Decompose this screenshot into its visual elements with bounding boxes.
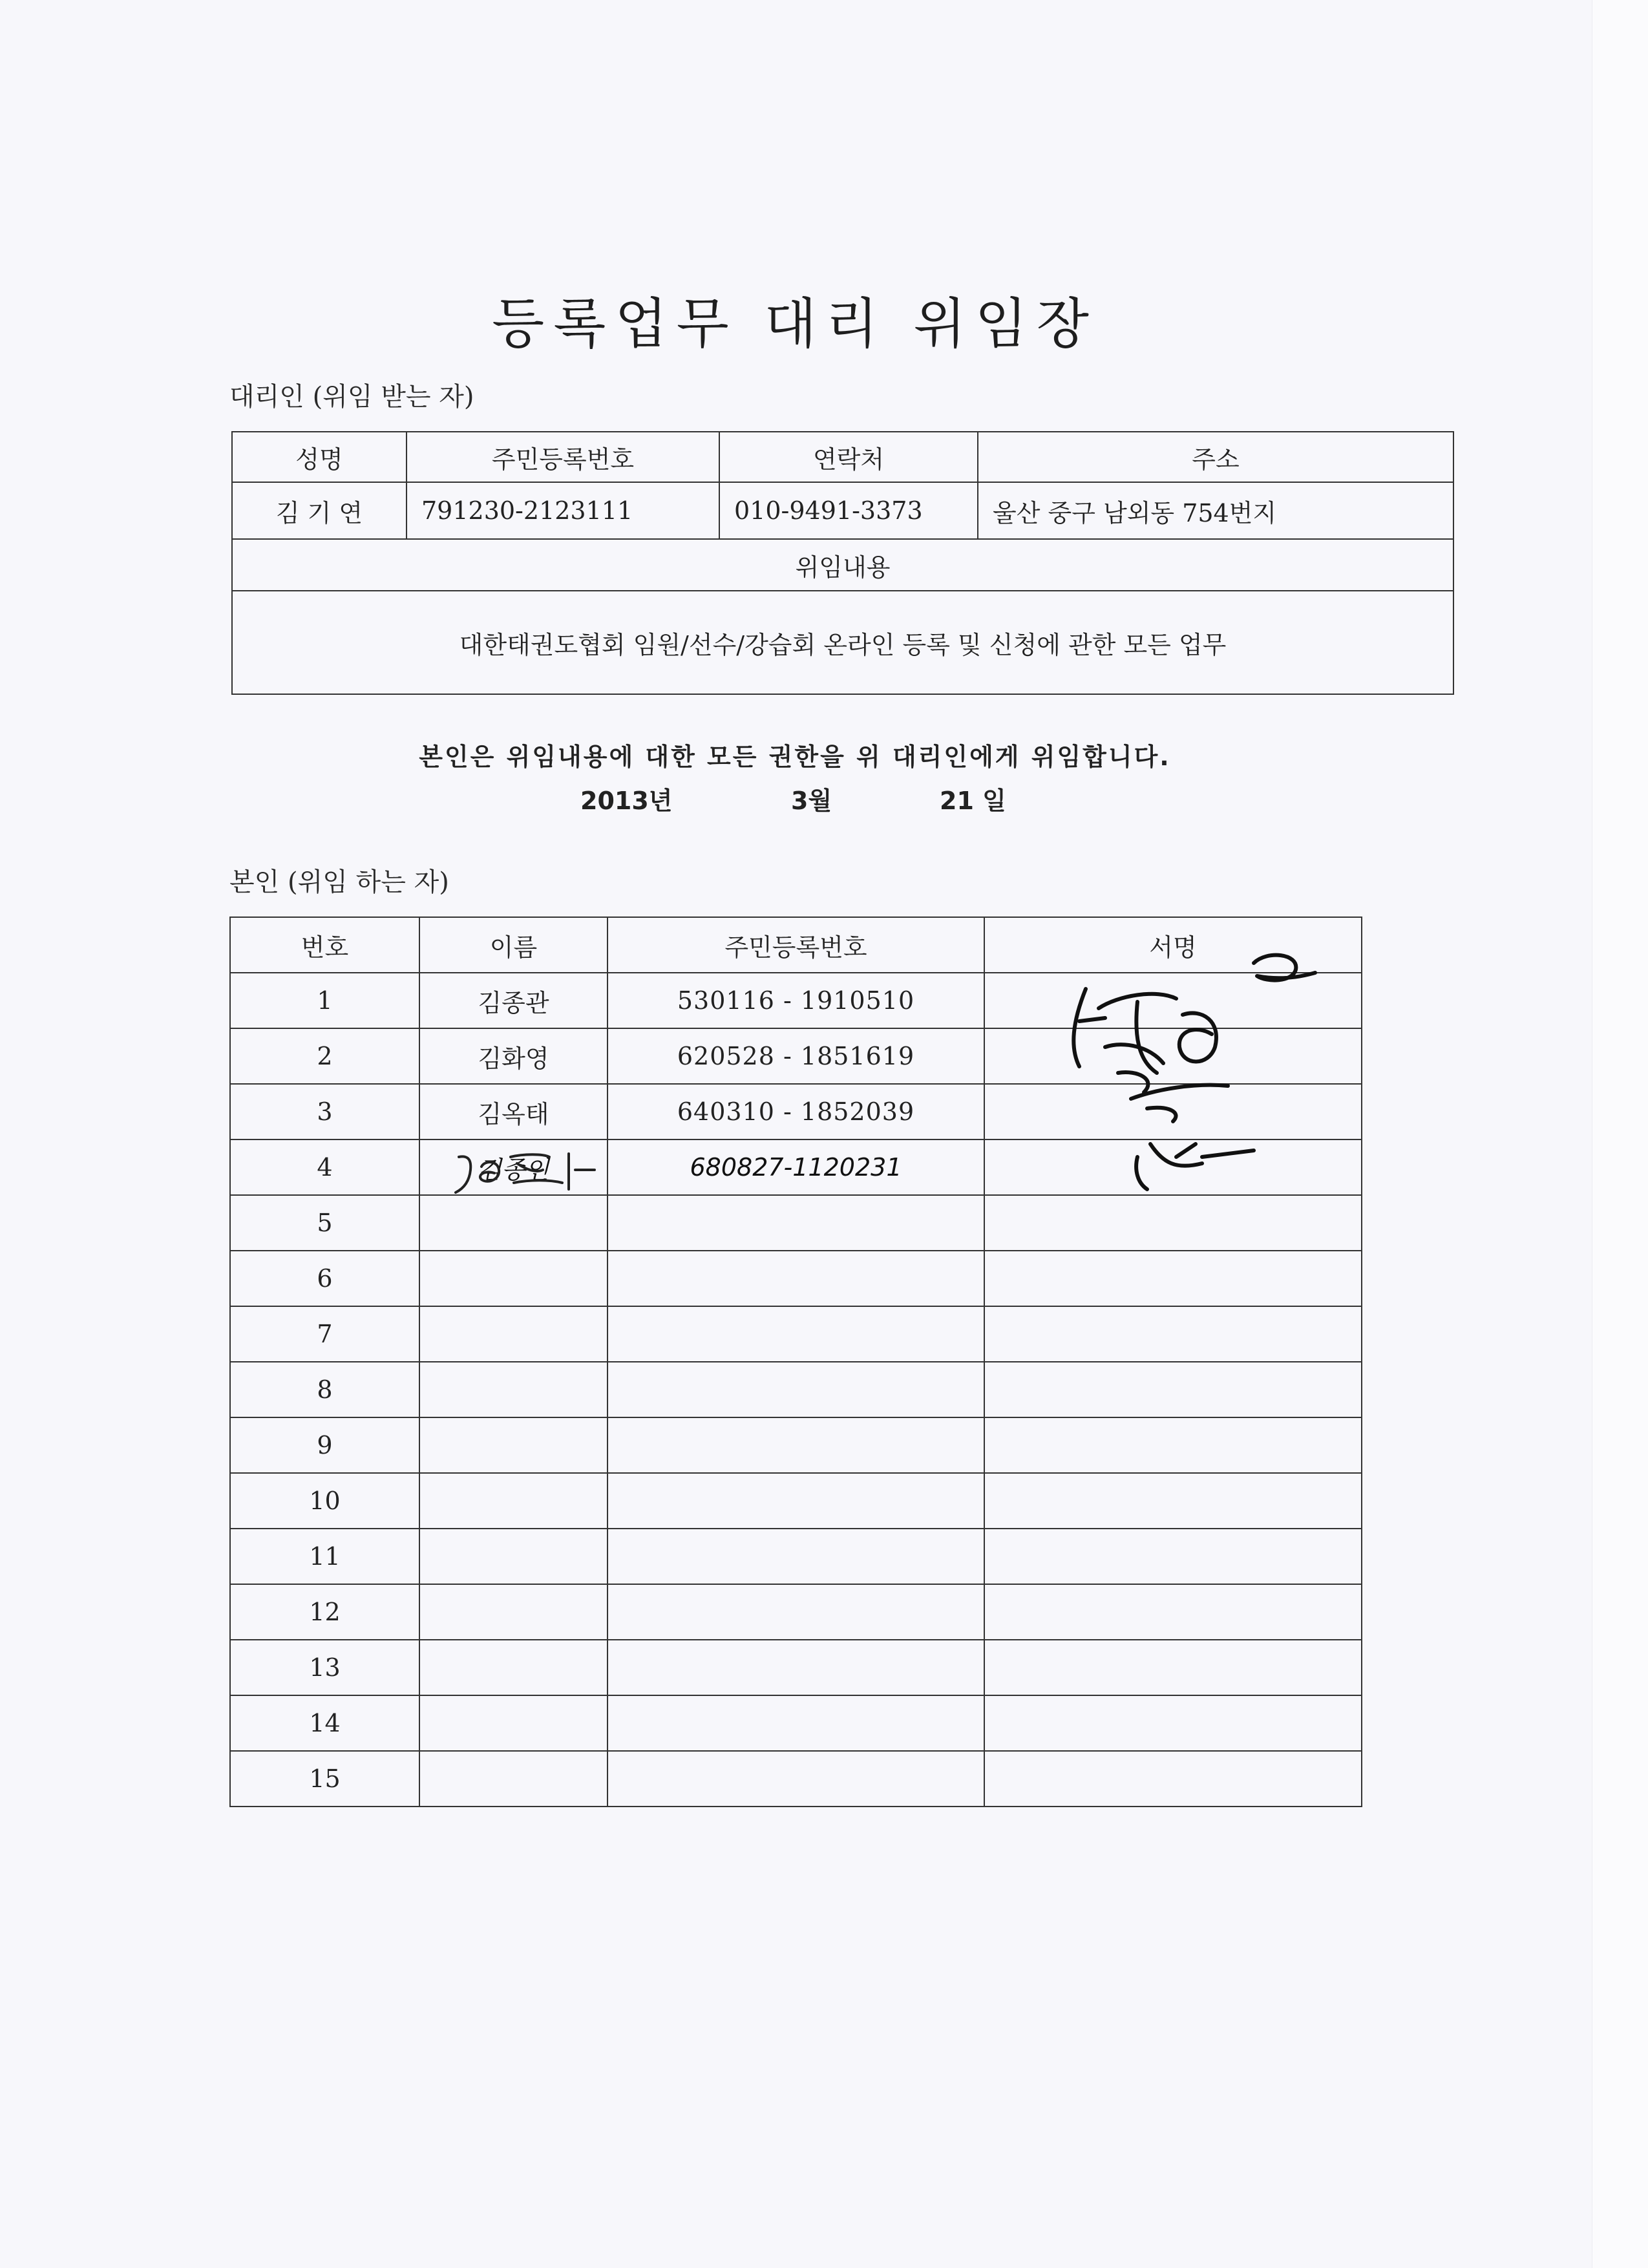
table-row [230,1362,1362,1417]
agent-header-reg: 주민등록번호 [407,432,719,482]
row-signature [984,1695,1362,1751]
row-number: 6 [230,1251,419,1306]
principal-header-no: 번호 [230,917,419,973]
row-registration-number: 620528 - 1851619 [607,1028,984,1084]
row-number: 11 [230,1529,419,1584]
row-name [419,1640,607,1695]
row-signature [984,1751,1362,1807]
row-signature [984,1473,1362,1529]
row-registration-number [607,1195,984,1251]
row-signature [984,1584,1362,1640]
row-signature [984,1251,1362,1306]
row-number: 1 [230,973,419,1028]
table-row [230,1306,1362,1362]
row-number: 7 [230,1306,419,1362]
row-number: 14 [230,1695,419,1751]
table-row [230,1695,1362,1751]
row-registration-number [607,1362,984,1417]
row-registration-number [607,1251,984,1306]
row-number: 12 [230,1584,419,1640]
row-number: 8 [230,1362,419,1417]
row-registration-number [607,1584,984,1640]
row-number: 5 [230,1195,419,1251]
row-registration-number [607,1473,984,1529]
row-registration-number [607,1751,984,1807]
row-registration-number: 530116 - 1910510 [607,973,984,1028]
row-name: 김화영 [419,1028,607,1084]
principal-header-reg: 주민등록번호 [607,917,984,973]
principal-section-label: 본인 (위임 하는 자) [229,867,449,897]
row-name [419,1306,607,1362]
table-row [230,1417,1362,1473]
table-row [230,1251,1362,1306]
row-number: 10 [230,1473,419,1529]
row-number: 13 [230,1640,419,1695]
principal-header-signature: 서명 [984,917,1362,973]
row-name [419,1584,607,1640]
row-number: 4 [230,1139,419,1195]
signature-stroke-7 [1136,1144,1254,1189]
row-registration-number [607,1640,984,1695]
mandate-content: 대한태권도협회 임원/선수/강습회 온라인 등록 및 신청에 관한 모든 업무 [232,591,1453,694]
mandate-statement: 본인은 위임내용에 대한 모든 권한을 위 대리인에게 위임합니다. [419,743,1171,771]
agent-header-address: 주소 [978,432,1453,482]
page-edge [1592,0,1648,2268]
row-registration-number [607,1695,984,1751]
agent-name: 김 기 연 [232,482,407,539]
principal-header-name: 이름 [419,917,607,973]
signature-stroke-6 [1254,955,1315,980]
row-name: 김옥태 [419,1084,607,1139]
signature-stroke-2 [1099,994,1176,1073]
agent-header-name: 성명 [232,432,407,482]
row-number: 15 [230,1751,419,1807]
row-signature [984,1417,1362,1473]
row-registration-number [607,1529,984,1584]
table-row [230,1584,1362,1640]
row-number: 9 [230,1417,419,1473]
signature-stroke-1 [1073,989,1105,1066]
handwritten-name-row4 [446,1144,607,1202]
signature-stroke-3 [1179,1013,1216,1061]
row-name [419,1417,607,1473]
row-registration-number [607,1417,984,1473]
agent-contact: 010-9491-3373 [719,482,978,539]
row-number: 2 [230,1028,419,1084]
row-registration-number: 680827-1120231 [607,1139,984,1195]
row-number: 3 [230,1084,419,1139]
row-name [419,1695,607,1751]
document-title: 등록업무 대리 위임장 [492,292,1098,356]
signature-stroke-4 [1105,1044,1163,1092]
date-day: 21 일 [940,787,1006,815]
agent-header-contact: 연락처 [719,432,978,482]
agent-address: 울산 중구 남외동 754번지 [978,482,1453,539]
row-name [419,1362,607,1417]
row-registration-number: 640310 - 1852039 [607,1084,984,1139]
row-signature [984,1362,1362,1417]
date-year: 2013년 [580,787,673,815]
agent-section-label: 대리인 (위임 받는 자) [229,382,474,412]
row-name [419,1195,607,1251]
row-name: 김종인 [419,1139,607,1195]
row-registration-number [607,1306,984,1362]
agent-registration-number: 791230-2123111 [407,482,719,539]
row-name [419,1529,607,1584]
row-name: 김종관 [419,973,607,1028]
row-name [419,1751,607,1807]
agent-table [231,431,1454,695]
row-name [419,1251,607,1306]
row-name [419,1473,607,1529]
table-row [230,1751,1362,1807]
table-row [230,1529,1362,1584]
row-signature [984,1640,1362,1695]
table-row [230,1640,1362,1695]
table-row [230,1473,1362,1529]
mandate-header: 위임내용 [232,539,1453,591]
row-signature [984,1306,1362,1362]
date-month: 3월 [791,787,832,815]
row-signature [984,1529,1362,1584]
handwritten-signatures [1008,950,1370,1222]
